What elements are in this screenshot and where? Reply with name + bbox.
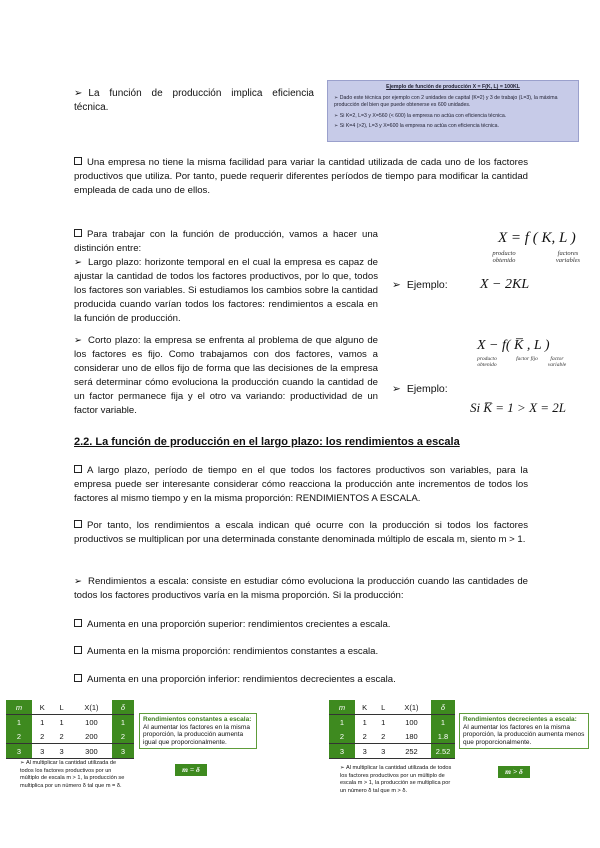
paragraph-long-run-scale: A largo plazo, período de tiempo en el que todos los factores productivos son variables, para la empresa puede ser interesante considerar cómo reacciona la producción ante incrementos de todos los factores al mismo tiempo y en la misma proporción: RENDIMIENTOS A ESCALA. bbox=[74, 465, 528, 504]
example-2: ➢ Ejemplo: bbox=[392, 383, 448, 395]
example-box bbox=[327, 80, 579, 142]
result-box-decreasing: Rendimientos decrecientes a escala: Al aumentar los factores en la misma proporción, la producción aumenta menos que proporcionalmente. bbox=[459, 713, 589, 749]
example-box-item: ➢ Dado este técnica por ejemplo con 2 unidades de capital (K=2) y 3 de trabajo (L=3), la máxima producción del bien que puede obtenerse es 600 unidades. bbox=[334, 94, 558, 108]
table-row: 1 1 1 100 1 bbox=[329, 715, 455, 730]
formula-label-variable: factor variable bbox=[547, 356, 567, 368]
example-box-item: ➢ Si K=4 (>2), L=3 y X=600 la empresa no actúa con eficiencia técnica. bbox=[334, 123, 499, 129]
arrow-bullet-icon: ➢ bbox=[392, 383, 401, 395]
formula-label-variable: factores variables bbox=[555, 250, 581, 264]
result-box-constant: Rendimientos constantes a escala: Al aumentar los factores en la misma proporción, la producción aumenta igual que proporcionalmente. bbox=[139, 713, 257, 749]
square-bullet-icon bbox=[74, 619, 82, 627]
example-1: ➢ Ejemplo: bbox=[392, 279, 448, 291]
table-row: 2 2 2 200 2 bbox=[6, 729, 134, 744]
formula-long-run: X = f ( K, L ) bbox=[498, 230, 576, 246]
paragraph-distinction: Para trabajar con la función de producción, vamos a hacer una distinción entre: ➢ Largo plazo: horizonte temporal en el cual la empresa es capaz de ajustar la cantidad de todos los factores productivos, por lo que, todos los factores son variables. Si estudiamos los cambios sobre la cantidad producida cuando varían todos los factores: rendimientos a escala en la función de producción. bbox=[74, 229, 378, 324]
table-row: 3 3 3 252 2.52 bbox=[329, 744, 455, 759]
formula-label-output: producto obtenido bbox=[477, 356, 497, 368]
paragraph-factors: Una empresa no tiene la misma facilidad para variar la cantidad utilizada de cada uno de los factores productivos que utiliza. Por tanto, puede requerir diferentes períodos de tiempo para modificar la cantidad empleada de cada uno de ellos. bbox=[74, 157, 528, 196]
paragraph-scale-multiple: Por tanto, los rendimientos a escala indican qué ocurre con la producción si todos los factores productivos se multiplican por una determinada constante denominada múltiplo de escala m, siento m > 1. bbox=[74, 520, 528, 545]
example-2-formula: Si K̅ = 1 > X = 2L bbox=[470, 400, 567, 415]
arrow-bullet-icon: ➢ bbox=[74, 257, 83, 268]
section-heading: 2.2. La función de producción en el largo plazo: los rendimientos a escala bbox=[74, 436, 460, 448]
paragraph-returns-definition: ➢ Rendimientos a escala: consiste en estudiar cómo evoluciona la producción cuando las cantidades de todos los factores productivos varía en la misma proporción. Si la producción: bbox=[74, 576, 528, 601]
square-bullet-icon bbox=[74, 229, 82, 237]
case-increasing: Aumenta en una proporción superior: rendimientos crecientes a escala. bbox=[74, 618, 528, 632]
arrow-bullet-icon: ➢ bbox=[74, 88, 83, 99]
table-row: 3 3 3 300 3 bbox=[6, 744, 134, 759]
table-header-row: m K L X(1) δ bbox=[6, 700, 134, 715]
square-bullet-icon bbox=[74, 465, 82, 473]
square-bullet-icon bbox=[74, 157, 82, 165]
paragraph-short-run: ➢ Corto plazo: la empresa se enfrenta al problema de que alguno de los factores es fijo. Como trabajamos con dos factores, vamos a considerar uno de ellos fijo de forma que las decisiones de la empresa será determinar cómo evoluciona la producción cuando la cantidad de un factor permanece fija y el otro va variando: productividad de un factor variable. bbox=[74, 335, 378, 416]
note-constant: ➢ Al multiplicar la cantidad utilizada de todos los factores productivos por un múltiplo de escala m > 1, la producción se multiplica por un número δ tal que m = δ. bbox=[20, 760, 125, 789]
table-decreasing-returns bbox=[329, 700, 455, 759]
result-badge-decreasing: m > δ bbox=[498, 766, 530, 778]
example-box-title: Ejemplo de función de producción X = F(K, L) = 100KL bbox=[386, 84, 520, 90]
table-row: 2 2 2 180 1.8 bbox=[329, 729, 455, 744]
arrow-bullet-icon: ➢ bbox=[392, 279, 401, 291]
example-1-formula: X − 2KL bbox=[480, 277, 530, 292]
square-bullet-icon bbox=[74, 646, 82, 654]
formula-label-fixed: factor fijo bbox=[516, 356, 538, 362]
square-bullet-icon bbox=[74, 520, 82, 528]
table-header-row: m K L X(1) δ bbox=[329, 700, 455, 715]
arrow-bullet-icon: ➢ bbox=[340, 765, 346, 771]
note-decreasing: ➢ Al multiplicar la cantidad utilizada de todos los factores productivos por un múltiplo de escala m > 1, la producción se multiplica por un número δ tal que m > δ. bbox=[340, 765, 452, 794]
example-box-item: ➢ Si K=2, L=3 y X=560 (< 600) la empresa no actúa con eficiencia técnica. bbox=[334, 112, 507, 119]
formula-short-run: X − f( K̅ , L ) bbox=[477, 338, 550, 353]
intro-bullet: ➢ La función de producción implica eficiencia técnica. bbox=[74, 88, 314, 113]
arrow-bullet-icon: ➢ bbox=[74, 576, 83, 587]
case-decreasing: Aumenta en una proporción inferior: rendimientos decrecientes a escala. bbox=[74, 673, 528, 687]
formula-label-output: producto obtenido bbox=[492, 250, 516, 264]
arrow-bullet-icon: ➢ bbox=[20, 760, 26, 766]
table-row: 1 1 1 100 1 bbox=[6, 715, 134, 730]
square-bullet-icon bbox=[74, 674, 82, 682]
table-constant-returns bbox=[6, 700, 134, 759]
arrow-bullet-icon: ➢ bbox=[74, 335, 83, 346]
result-badge-constant: m = δ bbox=[175, 764, 207, 776]
case-constant: Aumenta en la misma proporción: rendimientos constantes a escala. bbox=[74, 645, 528, 659]
